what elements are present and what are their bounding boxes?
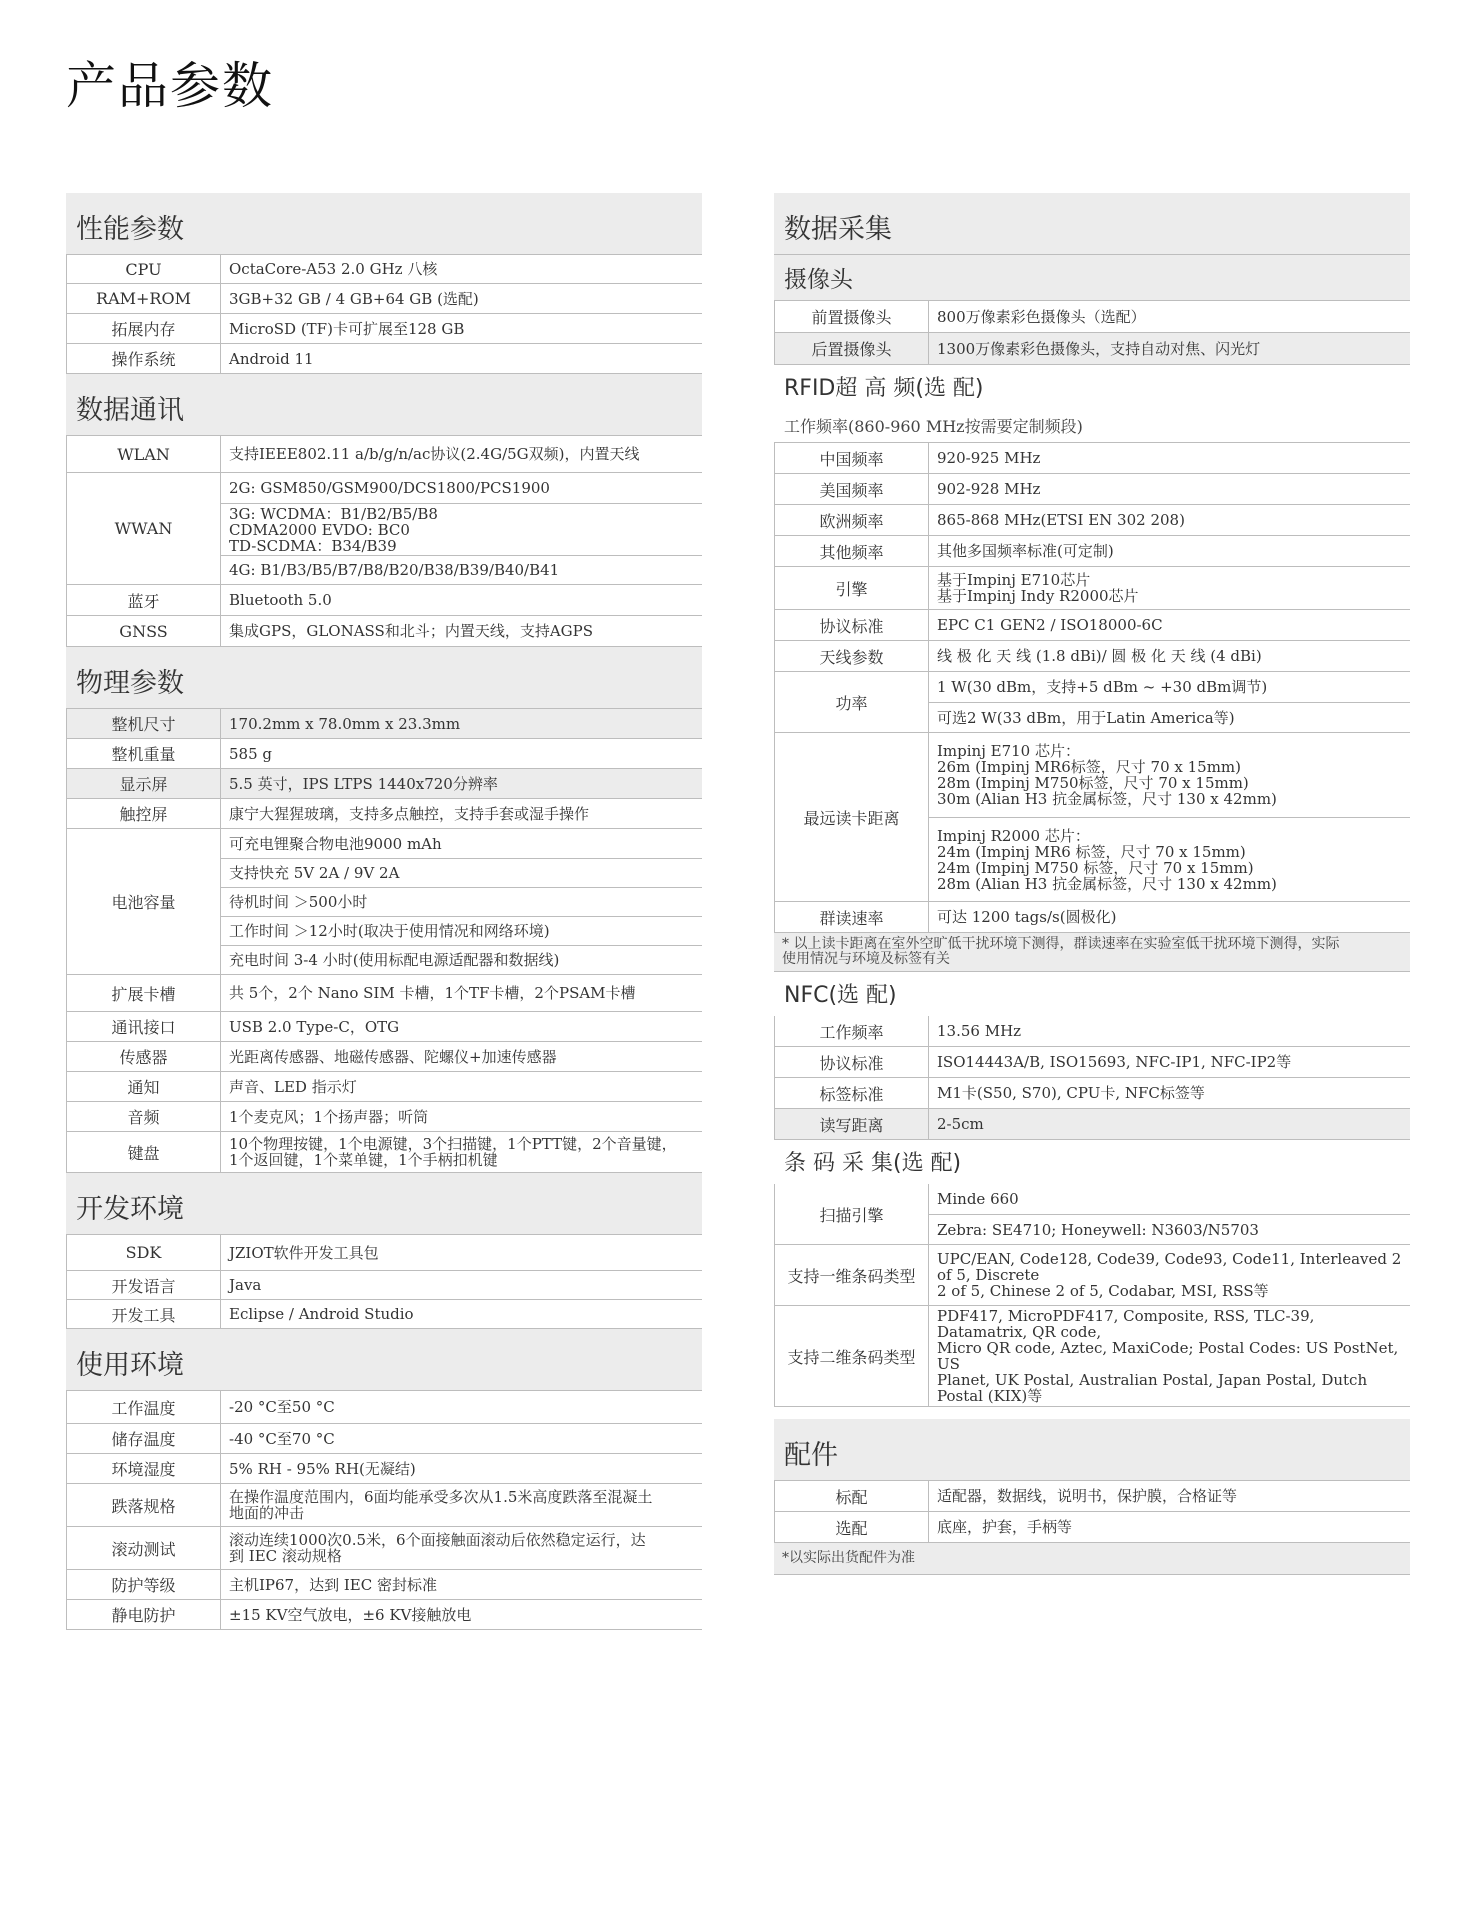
spec-label: 前置摄像头 xyxy=(775,301,929,332)
spec-label: 群读速率 xyxy=(775,902,929,932)
spec-value-line: 支持快充 5V 2A / 9V 2A xyxy=(221,858,702,887)
spec-value-line: -40 °C至70 °C xyxy=(229,1429,335,1448)
spec-value-line: 在操作温度范围内，6面均能承受多次从1.5米高度跌落至混凝土 地面的冲击 xyxy=(229,1488,653,1522)
spec-value-line: 5.5 英寸，IPS LTPS 1440x720分辨率 xyxy=(221,769,702,798)
spec-label: 标签标准 xyxy=(775,1078,929,1108)
spec-value-line: 康宁大猩猩玻璃，支持多点触控，支持手套或湿手操作 xyxy=(229,804,590,823)
spec-label: 静电防护 xyxy=(67,1600,221,1629)
spec-value-line: 170.2mm x 78.0mm x 23.3mm xyxy=(221,709,702,738)
spec-row xyxy=(774,610,1410,641)
spec-label: 操作系统 xyxy=(67,344,221,373)
camera-heading: 摄像头 xyxy=(774,255,1410,301)
page-title: 产品参数 xyxy=(66,57,274,115)
spec-value-line: Bluetooth 5.0 xyxy=(229,591,332,609)
spec-row xyxy=(774,1306,1410,1407)
spec-row xyxy=(66,436,702,473)
spec-label: 通知 xyxy=(67,1072,221,1101)
spec-value xyxy=(929,333,1410,364)
spec-row xyxy=(66,1424,702,1454)
spec-row xyxy=(66,616,702,647)
spec-value-line: 可充电锂聚合物电池9000 mAh xyxy=(229,834,442,853)
spec-value xyxy=(221,975,702,1011)
spec-value-line: 13.56 MHz xyxy=(937,1022,1022,1040)
spec-value-line: Zebra: SE4710; Honeywell: N3603/N5703 xyxy=(929,1214,1410,1244)
spec-value-line: 3G: WCDMA：B1/B2/B5/B8 CDMA2000 EVDO: BC0 TD-SCDMA：B34/B39 xyxy=(221,503,702,555)
spec-value-line: 可选2 W(33 dBm，用于Latin America等) xyxy=(929,702,1410,732)
spec-label: 滚动测试 xyxy=(67,1527,221,1569)
spec-value xyxy=(221,1132,702,1172)
spec-value xyxy=(929,474,1410,504)
section-heading: 物理参数 xyxy=(66,647,702,709)
spec-row xyxy=(774,733,1410,902)
spec-row xyxy=(66,1570,702,1600)
spec-value xyxy=(929,505,1410,535)
spec-value xyxy=(929,1481,1410,1511)
spec-value xyxy=(221,769,702,798)
spec-label: 工作频率 xyxy=(775,1016,929,1046)
spec-value-line: 其他多国频率标准(可定制) xyxy=(937,542,1114,560)
spec-label: GNSS xyxy=(67,616,221,646)
spec-value xyxy=(929,672,1410,732)
rfid-heading: RFID超 高 频(选 配) xyxy=(784,376,984,401)
spec-row xyxy=(66,1600,702,1630)
spec-value xyxy=(221,1042,702,1071)
spec-row xyxy=(66,709,702,739)
spec-value-line: Minde 660 xyxy=(937,1190,1019,1208)
spec-value xyxy=(221,284,702,313)
spec-label: 开发语言 xyxy=(67,1271,221,1299)
spec-value-line: M1卡(S50, S70), CPU卡, NFC标签等 xyxy=(937,1084,1205,1102)
spec-value-line: 902-928 MHz xyxy=(937,480,1041,498)
spec-value xyxy=(221,255,702,283)
spec-label: 选配 xyxy=(775,1512,929,1542)
spec-label: 音频 xyxy=(67,1102,221,1131)
spec-value xyxy=(221,616,702,646)
spec-row xyxy=(774,1512,1410,1543)
spec-value-line: 2G: GSM850/GSM900/DCS1800/PCS1900 xyxy=(229,479,550,497)
spec-row xyxy=(66,1484,702,1527)
spec-value-line: Impinj R2000 芯片： 24m (Impinj MR6 标签，尺寸 70 x 15mm) 24m (Impinj M750 标签，尺寸 70 x 15mm) 28m (Alian H3 抗金属标签，尺寸 130 x 42mm) xyxy=(929,817,1410,901)
spec-value xyxy=(221,1072,702,1101)
spec-value-line: 1300万像素彩色摄像头，支持自动对焦、闪光灯 xyxy=(929,333,1410,364)
spec-row xyxy=(66,769,702,799)
spec-value xyxy=(221,1102,702,1131)
spec-label: 支持一维条码类型 xyxy=(775,1245,929,1305)
spec-label: 支持二维条码类型 xyxy=(775,1306,929,1406)
spec-value xyxy=(221,799,702,828)
rfid-footnote: * 以上读卡距离在室外空旷低干扰环境下测得，群读速率在实验室低干扰环境下测得，实际 使用情况与环境及标签有关 xyxy=(774,933,1410,972)
spec-value-line: 共 5个，2个 Nano SIM 卡槽，1个TF卡槽，2个PSAM卡槽 xyxy=(229,984,636,1002)
spec-value xyxy=(221,1012,702,1041)
spec-value xyxy=(929,1306,1410,1406)
spec-value xyxy=(221,473,702,584)
spec-value-line: 工作时间 ＞12小时(取决于使用情况和网络环境) xyxy=(221,916,702,945)
spec-row xyxy=(66,255,702,284)
spec-row xyxy=(66,1271,702,1300)
spec-row xyxy=(66,473,702,585)
spec-value xyxy=(929,641,1410,671)
spec-value xyxy=(221,1527,702,1569)
spec-value-line: Eclipse / Android Studio xyxy=(229,1305,414,1323)
spec-row xyxy=(66,739,702,769)
spec-value-line: 920-925 MHz xyxy=(937,449,1041,467)
spec-value xyxy=(221,344,702,373)
spec-row xyxy=(66,1012,702,1042)
spec-value xyxy=(929,610,1410,640)
spec-value-line: Java xyxy=(229,1276,262,1294)
spec-label: 储存温度 xyxy=(67,1424,221,1453)
spec-value-line: MicroSD (TF)卡可扩展至128 GB xyxy=(229,319,465,338)
rfid-frequency-note: 工作频率(860-960 MHz按需要定制频段) xyxy=(774,409,1410,443)
spec-row xyxy=(774,474,1410,505)
spec-value-line: 主机IP67，达到 IEC 密封标准 xyxy=(229,1575,437,1594)
spec-label: 蓝牙 xyxy=(67,585,221,615)
spec-label: 显示屏 xyxy=(67,769,221,798)
spec-value-line: 滚动连续1000次0.5米，6个面接触面滚动后依然稳定运行，达 到 IEC 滚动规格 xyxy=(229,1531,646,1565)
spec-label: 协议标准 xyxy=(775,610,929,640)
spec-value-line: UPC/EAN, Code128, Code39, Code93, Code11, Interleaved 2 of 5, Discrete 2 of 5, Chinese 2 of 5, Codabar, MSI, RSS等 xyxy=(937,1250,1402,1300)
spec-value-line: 适配器，数据线，说明书，保护膜，合格证等 xyxy=(937,1487,1238,1505)
spec-label: WWAN xyxy=(67,473,221,584)
spec-value-line: USB 2.0 Type-C，OTG xyxy=(229,1017,400,1036)
spec-row xyxy=(774,902,1410,933)
spec-label: 键盘 xyxy=(67,1132,221,1172)
spec-row xyxy=(66,314,702,344)
spec-label: 整机重量 xyxy=(67,739,221,768)
spec-value-line: 1 W(30 dBm，支持+5 dBm ~ +30 dBm调节) xyxy=(937,678,1268,696)
spec-row xyxy=(774,1109,1410,1140)
spec-value xyxy=(929,902,1410,932)
spec-row xyxy=(774,443,1410,474)
left-column xyxy=(66,193,702,1630)
spec-value-line: EPC C1 GEN2 / ISO18000-6C xyxy=(937,616,1163,634)
spec-value-line: JZIOT软件开发工具包 xyxy=(229,1243,379,1262)
spec-label: 欧洲频率 xyxy=(775,505,929,535)
spec-value xyxy=(221,1271,702,1299)
spec-value xyxy=(221,585,702,615)
spec-label: 触控屏 xyxy=(67,799,221,828)
spec-row xyxy=(66,1454,702,1484)
spec-row xyxy=(66,344,702,374)
spec-value-line: 10个物理按键，1个电源键，3个扫描键，1个PTT键，2个音量键， 1个返回键，1个菜单键，1个手柄扣机键 xyxy=(229,1135,677,1169)
spec-value xyxy=(221,436,702,472)
spec-value-line: PDF417, MicroPDF417, Composite, RSS, TLC-39, Datamatrix, QR code, Micro QR code, Aztec, MaxiCode; Postal Codes: US PostNet, US Planet, UK Postal, Australian Postal, Japan Postal, Dutch Postal (KIX)等 xyxy=(937,1307,1399,1405)
spec-label: 天线参数 xyxy=(775,641,929,671)
spec-value xyxy=(929,733,1410,901)
spec-value-line: OctaCore-A53 2.0 GHz 八核 xyxy=(229,260,438,278)
spec-value-line: 2-5cm xyxy=(929,1109,1410,1139)
spec-label: 扫描引擎 xyxy=(775,1184,929,1244)
spec-value xyxy=(221,1484,702,1526)
spec-label: 扩展卡槽 xyxy=(67,975,221,1011)
spec-row xyxy=(66,1132,702,1173)
spec-label: 标配 xyxy=(775,1481,929,1511)
spec-value xyxy=(221,829,702,974)
spec-value xyxy=(929,1109,1410,1139)
spec-row xyxy=(774,641,1410,672)
spec-value xyxy=(221,1235,702,1270)
barcode-heading: 条 码 采 集(选 配) xyxy=(784,1151,962,1176)
spec-value-line: 充电时间 3-4 小时(使用标配电源适配器和数据线) xyxy=(221,945,702,974)
spec-value xyxy=(221,1600,702,1629)
spec-value xyxy=(221,1300,702,1328)
spec-row xyxy=(774,1184,1410,1245)
spec-row xyxy=(774,672,1410,733)
spec-value-line: 光距离传感器、地磁传感器、陀螺仪+加速传感器 xyxy=(229,1047,557,1066)
spec-row xyxy=(66,1102,702,1132)
spec-value xyxy=(929,1078,1410,1108)
section-heading: 开发环境 xyxy=(66,1173,702,1235)
spec-value-line: 585 g xyxy=(229,744,273,763)
spec-label: 工作温度 xyxy=(67,1391,221,1423)
spec-label: 通讯接口 xyxy=(67,1012,221,1041)
spec-value xyxy=(221,709,702,738)
spec-row xyxy=(66,1072,702,1102)
spec-label: 环境湿度 xyxy=(67,1454,221,1483)
spec-value-line: 可达 1200 tags/s(圆极化) xyxy=(937,908,1117,926)
section-heading: 数据通讯 xyxy=(66,374,702,436)
spec-value xyxy=(929,301,1410,332)
spec-label: 读写距离 xyxy=(775,1109,929,1139)
spec-row xyxy=(774,567,1410,610)
spec-row xyxy=(66,284,702,314)
spec-value xyxy=(929,1016,1410,1046)
spec-value xyxy=(221,314,702,343)
nfc-heading: NFC(选 配) xyxy=(784,983,897,1008)
spec-value-line: 线 极 化 天 线 (1.8 dBi)/ 圆 极 化 天 线 (4 dBi) xyxy=(937,647,1262,665)
spec-label: CPU xyxy=(67,255,221,283)
spec-row xyxy=(66,1527,702,1570)
spec-value-line: ISO14443A/B, ISO15693, NFC-IP1, NFC-IP2等 xyxy=(937,1053,1292,1071)
spec-label: 后置摄像头 xyxy=(775,333,929,364)
spec-row xyxy=(66,975,702,1012)
spec-row xyxy=(66,1391,702,1424)
spec-label: 最远读卡距离 xyxy=(775,733,929,901)
spec-row xyxy=(66,585,702,616)
spec-row xyxy=(774,505,1410,536)
spec-value-line: 800万像素彩色摄像头（选配） xyxy=(937,307,1146,326)
spec-value xyxy=(929,567,1410,609)
spec-value-line: 集成GPS，GLONASS和北斗；内置天线，支持AGPS xyxy=(229,622,594,640)
spec-row xyxy=(774,301,1410,333)
spec-value-line: 底座，护套，手柄等 xyxy=(937,1518,1073,1536)
spec-row xyxy=(66,1042,702,1072)
spec-label: 传感器 xyxy=(67,1042,221,1071)
accessories-heading: 配件 xyxy=(774,1419,1410,1481)
spec-row xyxy=(774,1481,1410,1512)
spec-value xyxy=(929,1047,1410,1077)
accessories-footnote: *以实际出货配件为准 xyxy=(774,1543,1410,1575)
spec-label: 其他频率 xyxy=(775,536,929,566)
section-heading: 数据采集 xyxy=(774,193,1410,255)
spec-value xyxy=(929,1184,1410,1244)
spec-label: 拓展内存 xyxy=(67,314,221,343)
spec-row xyxy=(774,1047,1410,1078)
spec-value-line: -20 °C至50 °C xyxy=(229,1398,335,1416)
spec-label: 跌落规格 xyxy=(67,1484,221,1526)
spec-value-line: 1个麦克风；1个扬声器；听筒 xyxy=(229,1107,429,1126)
spec-value-line: 支持IEEE802.11 a/b/g/n/ac协议(2.4G/5G双频)，内置天线 xyxy=(229,445,640,463)
spec-value xyxy=(221,1424,702,1453)
spec-label: 电池容量 xyxy=(67,829,221,974)
spec-label: 美国频率 xyxy=(775,474,929,504)
spec-value xyxy=(221,1454,702,1483)
spec-label: WLAN xyxy=(67,436,221,472)
spec-value-line: 待机时间 ＞500小时 xyxy=(221,887,702,916)
spec-row xyxy=(66,1235,702,1271)
spec-value-line: 基于Impinj E710芯片 基于Impinj Indy R2000芯片 xyxy=(937,571,1139,605)
spec-label: 功率 xyxy=(775,672,929,732)
spec-label: 引擎 xyxy=(775,567,929,609)
spec-label: 防护等级 xyxy=(67,1570,221,1599)
spec-value-line: 3GB+32 GB / 4 GB+64 GB (选配) xyxy=(229,289,479,308)
spec-row xyxy=(66,799,702,829)
spec-value-line: 865-868 MHz(ETSI EN 302 208) xyxy=(937,511,1185,529)
spec-label: RAM+ROM xyxy=(67,284,221,313)
spec-row xyxy=(66,1300,702,1329)
spec-value-line: 5% RH - 95% RH(无凝结) xyxy=(229,1459,416,1478)
spec-row xyxy=(774,1078,1410,1109)
section-heading: 性能参数 xyxy=(66,193,702,255)
spec-value-line: Impinj E710 芯片： 26m (Impinj MR6标签，尺寸 70 x 15mm) 28m (Impinj M750标签，尺寸 70 x 15mm) 30m (Alian H3 抗金属标签，尺寸 130 x 42mm) xyxy=(937,742,1277,808)
spec-value xyxy=(929,536,1410,566)
spec-value xyxy=(221,1570,702,1599)
spec-label: SDK xyxy=(67,1235,221,1270)
section-heading: 使用环境 xyxy=(66,1329,702,1391)
spec-row xyxy=(774,536,1410,567)
spec-label: 整机尺寸 xyxy=(67,709,221,738)
spec-value-line: ±15 KV空气放电，±6 KV接触放电 xyxy=(229,1605,472,1624)
spec-row xyxy=(66,829,702,975)
spec-row xyxy=(774,333,1410,365)
spec-value xyxy=(929,1245,1410,1305)
right-column xyxy=(774,193,1410,1575)
spec-value-line: Android 11 xyxy=(229,349,314,368)
spec-value-line: 声音、LED 指示灯 xyxy=(229,1077,357,1096)
spec-row xyxy=(774,1245,1410,1306)
spec-label: 中国频率 xyxy=(775,443,929,473)
spec-value-line: 4G: B1/B3/B5/B7/B8/B20/B38/B39/B40/B41 xyxy=(221,555,702,584)
spec-value xyxy=(221,1391,702,1423)
spec-value xyxy=(221,739,702,768)
spec-value xyxy=(929,443,1410,473)
spec-label: 开发工具 xyxy=(67,1300,221,1328)
spec-row xyxy=(774,1016,1410,1047)
spec-value xyxy=(929,1512,1410,1542)
spec-label: 协议标准 xyxy=(775,1047,929,1077)
